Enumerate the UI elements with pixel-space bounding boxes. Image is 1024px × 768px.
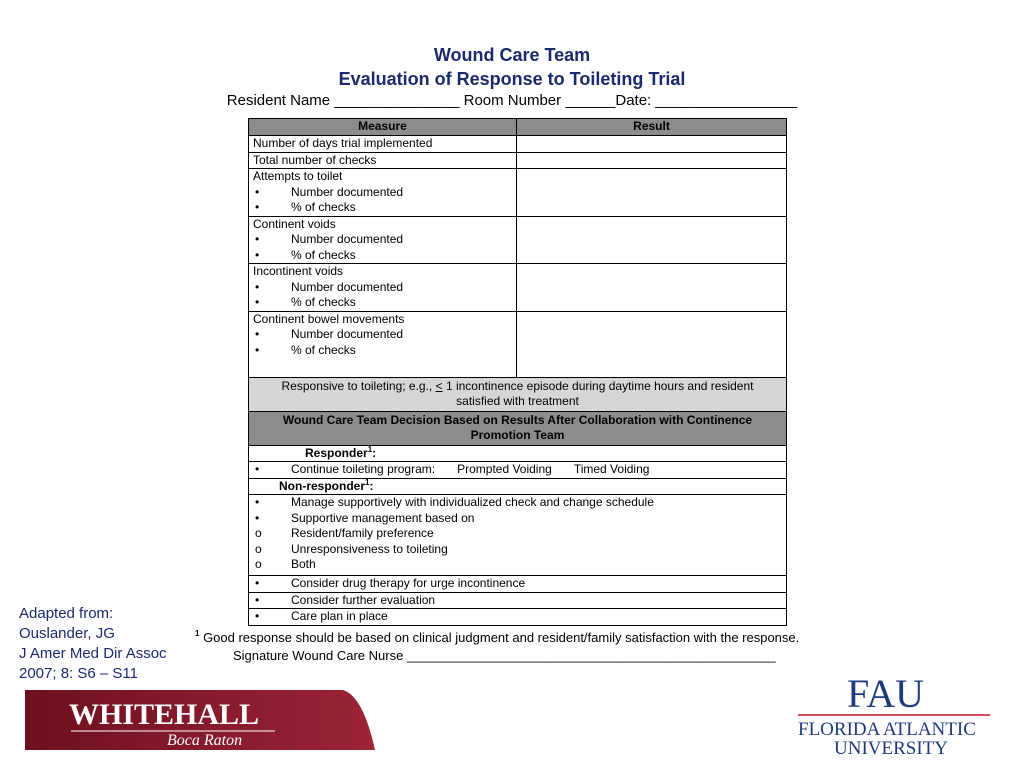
form-subtitle: Evaluation of Response to Toileting Trial <box>338 69 686 89</box>
measure-label: Continent voids <box>253 216 336 231</box>
bullet-text: % of checks <box>291 247 356 262</box>
table-row <box>249 264 787 312</box>
result-cell[interactable] <box>517 136 787 153</box>
prompted-voiding-option[interactable]: Prompted Voiding <box>457 462 552 476</box>
citation-line: 2007; 8: S6 – S11 <box>19 665 138 682</box>
bullet-text: Number documented <box>291 232 404 246</box>
bullet-item: • % of checks <box>255 200 356 214</box>
bullet-item: • % of checks <box>255 342 356 357</box>
extra-option-cell <box>249 592 787 609</box>
decision-header-row <box>249 411 787 445</box>
bullet-text: % of checks <box>291 342 356 357</box>
result-cell[interactable] <box>517 152 787 169</box>
measure-cell <box>249 264 517 312</box>
whitehall-wordmark: WHITEHALL <box>69 698 260 731</box>
measure-cell <box>249 216 517 264</box>
bullet-text: Number documented <box>291 279 404 294</box>
table-row <box>249 152 787 169</box>
nonresponder-heading: Non-responder$^1$: <box>249 478 787 495</box>
list-item: • Consider further evaluation <box>255 592 436 607</box>
footnote: $^1$ Good response should be based on clinical judgment and resident/family satisfaction with the response. <box>195 629 800 645</box>
fau-mark: FAU <box>847 673 925 716</box>
citation-line: Adapted from: <box>19 605 114 622</box>
signature-line[interactable]: Signature Wound Care Nurse ___________________________________________________ <box>233 648 776 663</box>
list-item: • Consider drug therapy for urge incontinence <box>255 576 526 590</box>
bullet-text: Number documented <box>291 327 404 341</box>
measure-cell <box>249 169 517 217</box>
evaluation-table <box>248 118 787 626</box>
timed-voiding-option[interactable]: Timed Voiding <box>573 462 650 476</box>
extra-option-row <box>249 609 787 626</box>
citation-line: J Amer Med Dir Assoc <box>19 645 167 662</box>
bullet-item: • Number documented <box>255 232 404 246</box>
bullet-item: • Number documented <box>255 184 404 199</box>
measure-cell: Number of days trial implemented <box>249 136 517 153</box>
extra-option-row <box>249 592 787 609</box>
responsive-criteria-cell: Responsive to toileting; e.g., < 1 incontinence episode during daytime hours and resident satisfied with treatment <box>249 377 787 411</box>
whitehall-subtitle: Boca Raton <box>167 732 243 749</box>
measure-label: Attempts to toilet <box>253 169 343 183</box>
nonresponder-options-cell <box>249 495 787 576</box>
bullet-item: • Number documented <box>255 279 404 294</box>
responder-option-row <box>249 462 787 479</box>
bullet-item: • % of checks <box>255 247 356 262</box>
responsive-criteria-row <box>249 377 787 411</box>
form-title: Wound Care Team <box>433 45 591 65</box>
measure-label: Incontinent voids <box>253 264 344 278</box>
responder-row <box>249 445 787 462</box>
result-cell[interactable] <box>517 264 787 312</box>
bullet-text: Number documented <box>291 184 404 199</box>
list-item: o Resident/family preference <box>255 526 434 540</box>
bullet-text: % of checks <box>291 200 356 214</box>
bullet-text: % of checks <box>291 295 356 309</box>
list-item: • Care plan in place <box>255 609 388 623</box>
decision-header: Wound Care Team Decision Based on Results After Collaboration with Continence Promotion Team <box>249 411 787 445</box>
responder-option-cell <box>249 462 787 479</box>
bullet-item: • Number documented <box>255 327 404 341</box>
list-item: o Unresponsiveness to toileting <box>255 541 448 556</box>
less-equal-symbol: < <box>435 378 443 393</box>
citation-block <box>19 604 167 684</box>
extra-option-cell <box>249 576 787 593</box>
bullet-item: • % of checks <box>255 295 356 309</box>
extra-option-cell <box>249 609 787 626</box>
fau-logo <box>794 673 992 757</box>
extra-option-row <box>249 576 787 593</box>
table-row <box>249 311 787 377</box>
result-cell[interactable] <box>517 169 787 217</box>
table-header-row <box>249 119 787 136</box>
nonresponder-row <box>249 478 787 495</box>
result-cell[interactable] <box>517 216 787 264</box>
result-column-header: Result <box>517 119 787 136</box>
measure-cell <box>249 311 517 377</box>
measure-label: Continent bowel movements <box>253 311 405 326</box>
responder-heading: Responder$^1$: <box>249 445 787 462</box>
measure-column-header: Measure <box>249 119 517 136</box>
fau-name-line2: UNIVERSITY <box>834 738 948 757</box>
whitehall-logo <box>25 690 377 752</box>
resident-info-line: Resident Name _______________ Room Number ______Date: _________________ <box>226 92 798 109</box>
list-item: o Both <box>255 557 316 571</box>
measure-cell: Total number of checks <box>249 152 517 169</box>
nonresponder-options-row <box>249 495 787 576</box>
table-row <box>249 169 787 217</box>
list-item: • Supportive management based on <box>255 510 475 525</box>
list-item: • Manage supportively with individualized check and change schedule <box>255 495 654 509</box>
table-row <box>249 136 787 153</box>
citation-line: Ouslander, JG <box>19 625 115 642</box>
table-row <box>249 216 787 264</box>
bullet-item: • Continue toileting program: Prompted Voiding Timed Voiding <box>255 462 650 476</box>
continue-toileting-label: Continue toileting program: <box>291 462 436 476</box>
result-cell[interactable] <box>517 311 787 377</box>
fau-name-line1: FLORIDA ATLANTIC <box>798 719 976 740</box>
